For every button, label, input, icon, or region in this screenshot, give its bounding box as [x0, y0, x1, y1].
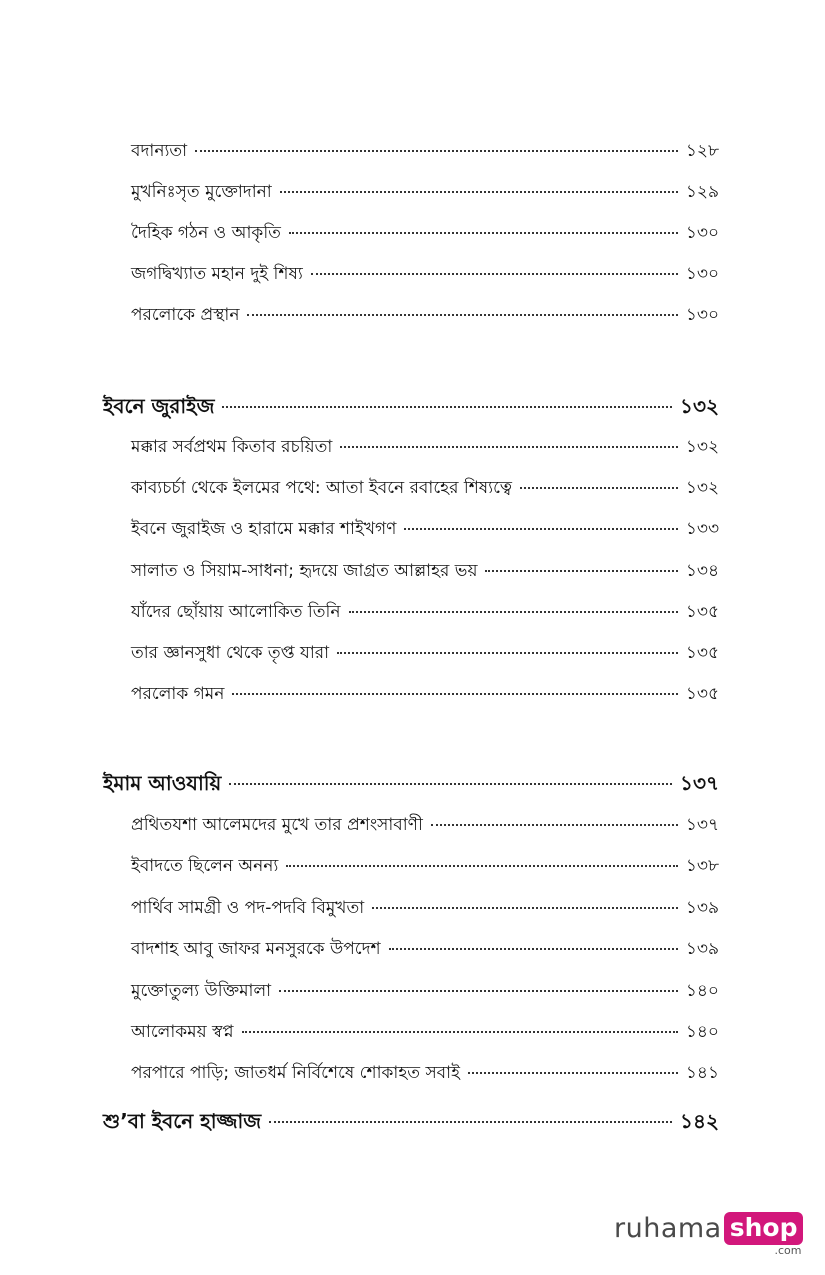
- toc-entry-title: প্রথিতযশা আলেমদের মুখে তার প্রশংসাবাণী: [131, 815, 423, 835]
- dot-leader: [286, 865, 678, 867]
- dot-leader: [229, 783, 672, 785]
- toc-entry-title: পরলোক গমন: [131, 684, 225, 704]
- toc-entry-page-number: ১৩৪: [685, 561, 719, 581]
- toc-entry-title: যাঁদের ছোঁয়ায় আলোকিত তিনি: [131, 602, 341, 622]
- logo-com-text: .com: [774, 1244, 802, 1257]
- dot-leader: [289, 232, 678, 234]
- toc-section-entry: [131, 1060, 719, 1088]
- toc-entry-title: মুক্তোতুল্য উক্তিমালা: [131, 981, 272, 1001]
- dot-leader: [195, 150, 678, 152]
- toc-entry-title: ইবনে জুরাইজ ও হারামে মক্কার শাইখগণ: [131, 519, 397, 539]
- toc-chapter-entry: [103, 769, 719, 802]
- toc-section-entry: [131, 978, 719, 1006]
- dot-leader: [311, 273, 678, 275]
- dot-leader: [222, 406, 672, 408]
- dot-leader: [247, 314, 677, 316]
- toc-entry-title: মুখনিঃসৃত মুক্তোদানা: [131, 182, 272, 202]
- dot-leader: [340, 446, 678, 448]
- dot-leader: [232, 693, 678, 695]
- toc-entry-title: পরপারে পাড়ি; জাতধর্ম নির্বিশেষে শোকাহত সবাই: [131, 1063, 460, 1083]
- dot-leader: [431, 824, 678, 826]
- toc-entry-page-number: ১৩০: [685, 264, 719, 284]
- dot-leader: [520, 487, 678, 489]
- logo-shop-text: shop: [724, 1212, 804, 1245]
- toc-section-entry: [131, 179, 719, 207]
- toc-section-entry: [131, 138, 719, 166]
- toc-section-entry: [131, 261, 719, 289]
- toc-entry-title: পরলোকে প্রস্থান: [131, 305, 240, 325]
- toc-section-entry: [131, 434, 719, 462]
- logo-ruhama-text: ruhama: [614, 1213, 722, 1244]
- dot-leader: [279, 990, 678, 992]
- dot-leader: [337, 652, 678, 654]
- dot-leader: [485, 570, 677, 572]
- logo-shop-badge: [724, 1212, 804, 1257]
- toc-entry-title: ইবনে জুরাইজ: [103, 394, 215, 418]
- toc-entry-page-number: ১৪২: [680, 1109, 719, 1133]
- toc-entry-page-number: ১৩২: [685, 437, 719, 457]
- toc-entry-title: আলোকময় স্বপ্ন: [131, 1022, 234, 1042]
- toc-entry-page-number: ১৩৯: [685, 939, 719, 959]
- toc-entry-page-number: ১৩৩: [685, 519, 719, 539]
- toc-entry-page-number: ১৪০: [685, 981, 719, 1001]
- toc-entry-title: তার জ্ঞানসুধা থেকে তৃপ্ত যারা: [131, 643, 330, 663]
- toc-chapter-entry: [103, 1107, 719, 1140]
- toc-entry-page-number: ১৩৭: [685, 815, 719, 835]
- dot-leader: [349, 611, 678, 613]
- toc-entry-title: ইবাদতে ছিলেন অনন্য: [131, 856, 279, 876]
- toc-section-entry: [131, 516, 719, 544]
- toc-entry-title: জগদ্বিখ্যাত মহান দুই শিষ্য: [131, 264, 303, 284]
- dot-leader: [372, 907, 678, 909]
- toc-entry-page-number: ১৩২: [680, 394, 719, 418]
- toc-section-entry: [131, 220, 719, 248]
- toc-entry-page-number: ১২৮: [685, 141, 719, 161]
- toc-entry-page-number: ১৩২: [685, 478, 719, 498]
- toc-section-entry: [131, 853, 719, 881]
- toc-section-entry: [131, 302, 719, 330]
- dot-leader: [280, 191, 678, 193]
- toc-chapter-entry: [103, 392, 719, 425]
- toc-entry-page-number: ১৩৭: [680, 771, 719, 795]
- dot-leader: [389, 948, 678, 950]
- toc-entry-title: পার্থিব সামগ্রী ও পদ-পদবি বিমুখতা: [131, 898, 365, 918]
- toc-section-entry: [131, 895, 719, 923]
- toc-entry-title: বাদশাহ আবু জাফর মনসুরকে উপদেশ: [131, 939, 381, 959]
- dot-leader: [468, 1072, 678, 1074]
- toc-entry-title: কাব্যচর্চা থেকে ইলমের পথে: আতা ইবনে রবাহের শিষ্যত্বে: [131, 478, 512, 498]
- toc-section-entry: [131, 640, 719, 668]
- toc-section-entry: [131, 558, 719, 586]
- toc-entry-title: দৈহিক গঠন ও আকৃতি: [131, 223, 281, 243]
- toc-entry-page-number: ১৩৫: [685, 643, 719, 663]
- toc-section-entry: [131, 681, 719, 709]
- toc-entry-page-number: ১৩৯: [685, 898, 719, 918]
- toc-entry-page-number: ১২৯: [685, 182, 719, 202]
- ruhamashop-watermark-logo: [614, 1212, 803, 1258]
- toc-entry-title: ইমাম আওযায়ি: [103, 771, 222, 795]
- toc-entry-title: বদান্যতা: [131, 141, 188, 161]
- dot-leader: [242, 1031, 678, 1033]
- toc-section-entry: [131, 936, 719, 964]
- toc-entry-page-number: ১৩০: [685, 223, 719, 243]
- toc-entry-title: মক্কার সর্বপ্রথম কিতাব রচয়িতা: [131, 437, 333, 457]
- toc-section-entry: [131, 1019, 719, 1047]
- toc-section-entry: [131, 812, 719, 840]
- toc-entry-page-number: ১৪১: [685, 1063, 719, 1083]
- toc-entry-page-number: ১৪০: [685, 1022, 719, 1042]
- toc-section-entry: [131, 599, 719, 627]
- dot-leader: [404, 528, 677, 530]
- toc-entry-page-number: ১৩০: [685, 305, 719, 325]
- toc-entry-title: সালাত ও সিয়াম-সাধনা; হৃদয়ে জাগ্রত আল্লাহর ভয়: [131, 561, 478, 581]
- toc-section-entry: [131, 475, 719, 503]
- toc-entry-page-number: ১৩৫: [685, 684, 719, 704]
- toc-entry-page-number: ১৩৫: [685, 602, 719, 622]
- dot-leader: [269, 1121, 672, 1123]
- toc-entry-title: শু’বা ইবনে হাজ্জাজ: [103, 1109, 262, 1133]
- toc-entry-page-number: ১৩৮: [685, 856, 719, 876]
